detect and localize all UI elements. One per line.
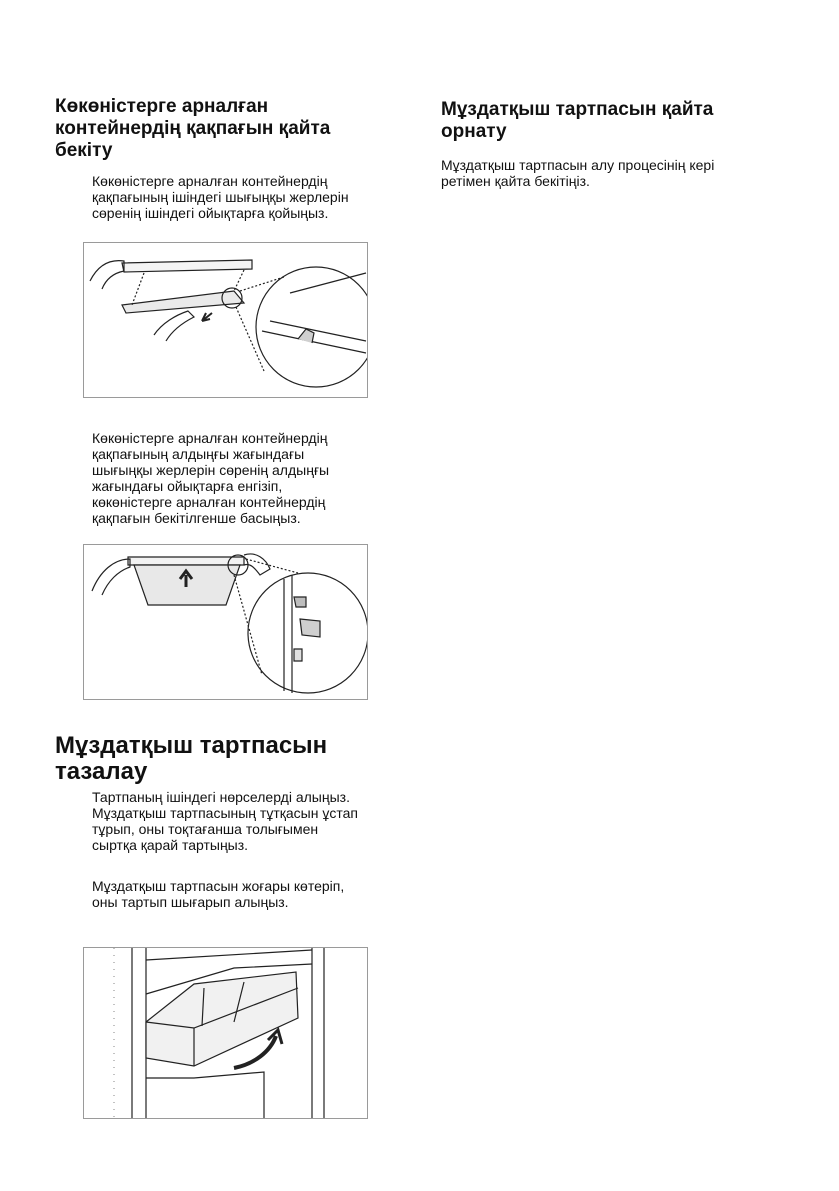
shelf-cover-insertion-icon bbox=[84, 243, 367, 397]
figure-cover-insertion bbox=[83, 242, 368, 398]
figure-drawer-removal bbox=[83, 947, 368, 1119]
heading-freezer-drawer-cleaning: Мұздатқыш тартпасын тазалау bbox=[55, 732, 328, 785]
figure-cover-press bbox=[83, 544, 368, 700]
instruction-pull-drawer: Тартпаның ішіндегі нөрселерді алыңыз. Мұздатқыш тартпасының тұтқасын ұстап тұрып, оны тоқтағанша толығымен сыртқа қарай тартыңыз. bbox=[92, 789, 358, 853]
instruction-lift-drawer: Мұздатқыш тартпасын жоғары көтеріп, оны тартып шығарып алыңыз. bbox=[92, 878, 345, 910]
instruction-press-cover: Көкөністерге арналған контейнердің қақпағының алдыңғы жағындағы шығыңқы жерлерін сөренің алдыңғы жағындағы ойықтарға енгізіп, көкөністерге арналған контейнердің қақпағын бекітілгенше басыңыз. bbox=[92, 430, 330, 526]
instruction-place-cover-ribs: Көкөністерге арналған контейнердің қақпағының ішіндегі шығыңқы жерлерін сөренің ішіндегі ойықтарға қойыңыз. bbox=[92, 173, 349, 221]
freezer-drawer-removal-icon bbox=[84, 948, 367, 1118]
cover-front-press-icon bbox=[84, 545, 367, 699]
heading-refit-freezer-drawer: Мұздатқыш тартпасын қайта орнату bbox=[441, 99, 714, 142]
instruction-reinstall-drawer: Мұздатқыш тартпасын алу процесінің кері ретімен қайта бекітіңіз. bbox=[441, 157, 715, 189]
heading-refit-crisper-cover: Көкөністерге арналған контейнердің қақпағын қайта бекіту bbox=[55, 96, 331, 161]
